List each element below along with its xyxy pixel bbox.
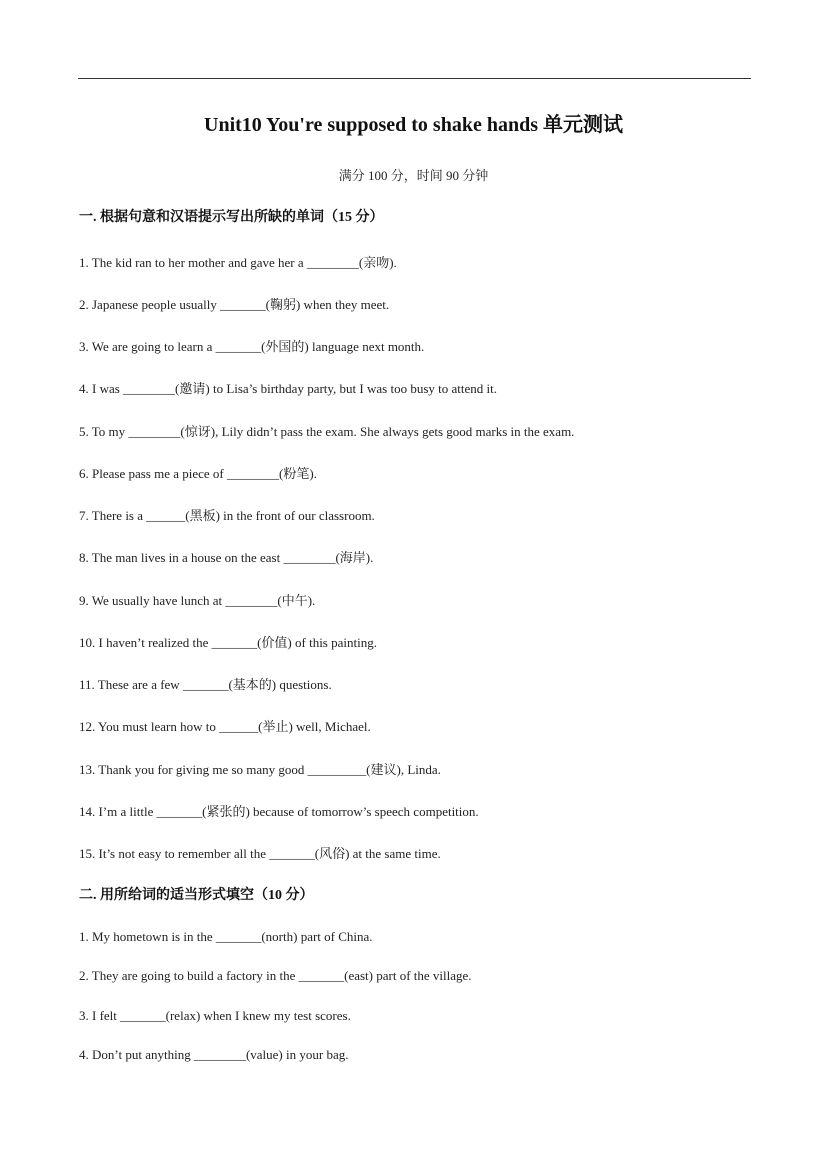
question-1-4: 4. I was ________(邀请) to Lisa’s birthday party, but I was too busy to attend it. [79, 381, 497, 396]
question-1-1: 1. The kid ran to her mother and gave her a ________(亲吻). [79, 255, 397, 270]
question-1-3: 3. We are going to learn a _______(外国的) language next month. [79, 339, 425, 354]
question-1-10: 10. I haven’t realized the _______(价值) of this painting. [79, 635, 377, 650]
question-1-15: 15. It’s not easy to remember all the _______(风俗) at the same time. [79, 846, 441, 861]
question-1-14: 14. I’m a little _______(紧张的) because of tomorrow’s speech competition. [79, 804, 479, 819]
question-1-8: 8. The man lives in a house on the east ________(海岸). [79, 550, 374, 565]
question-1-13: 13. Thank you for giving me so many good _________(建议), Linda. [79, 762, 441, 777]
question-1-7: 7. There is a ______(黑板) in the front of our classroom. [79, 508, 375, 523]
question-1-12: 12. You must learn how to ______(举止) well, Michael. [79, 719, 371, 734]
question-1-11: 11. These are a few _______(基本的) questions. [79, 677, 332, 692]
question-2-1: 1. My hometown is in the _______(north) part of China. [79, 929, 373, 944]
section-heading-2: 二. 用所给词的适当形式填空（10 分） [79, 888, 314, 903]
question-1-9: 9. We usually have lunch at ________(中午). [79, 593, 316, 608]
question-2-2: 2. They are going to build a factory in the _______(east) part of the village. [79, 968, 472, 983]
question-1-6: 6. Please pass me a piece of ________(粉笔). [79, 466, 317, 481]
header-rule [78, 78, 751, 79]
question-1-2: 2. Japanese people usually _______(鞠躬) when they meet. [79, 297, 390, 312]
section-heading-1: 一. 根据句意和汉语提示写出所缺的单词（15 分） [79, 210, 384, 225]
question-2-3: 3. I felt _______(relax) when I knew my test scores. [79, 1008, 351, 1023]
question-1-5: 5. To my ________(惊讶), Lily didn’t pass the exam. She always gets good marks in the exam. [79, 424, 575, 439]
page-title: Unit10 You're supposed to shake hands 单元测试 [204, 114, 623, 136]
question-2-4: 4. Don’t put anything ________(value) in your bag. [79, 1047, 349, 1062]
page-subtitle: 满分 100 分，时间 90 分钟 [338, 168, 489, 183]
